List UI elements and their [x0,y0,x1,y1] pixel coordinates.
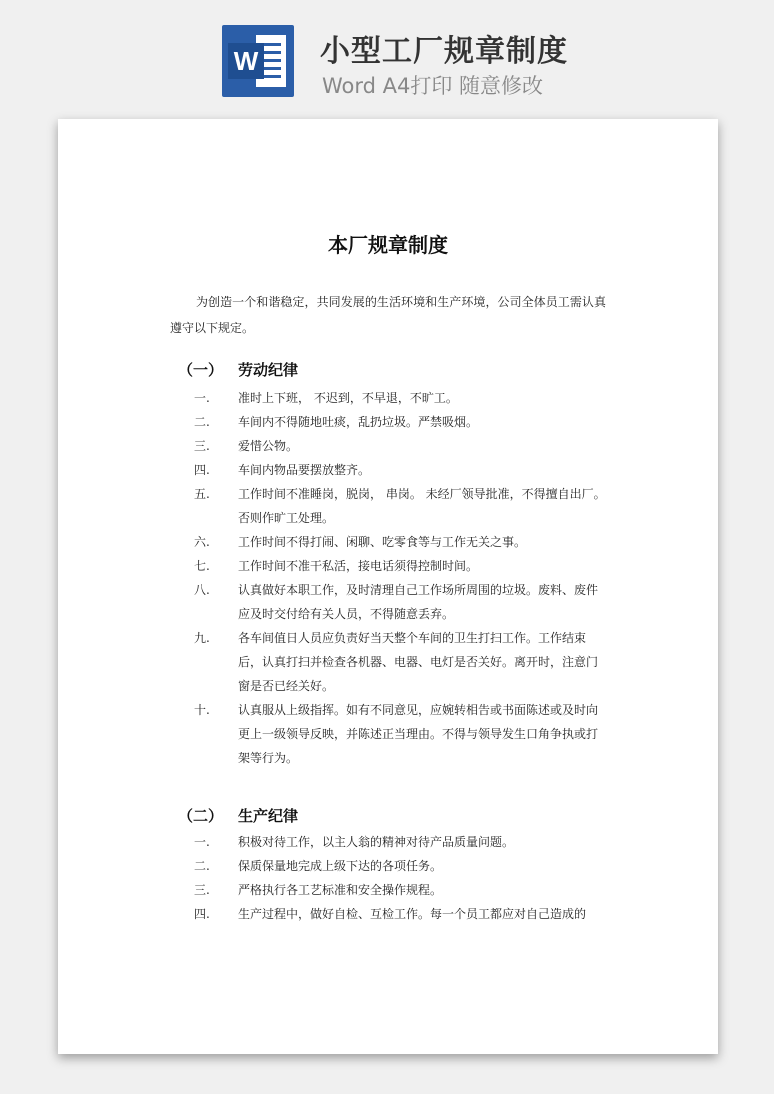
item-number: 三. [194,883,210,897]
section-number: （一） [178,361,224,379]
page-subtitle: Word A4打印 随意修改 [322,74,544,98]
item-text: 认真做好本职工作，及时清理自己工作场所周围的垃圾。废料、废件应及时交付给有关人员，不得随意丢弃。 [238,583,599,621]
item-number: 二. [194,415,210,429]
list-item [188,578,608,626]
list-item [188,854,608,878]
list-item [188,410,608,434]
list-item [188,554,608,578]
item-number: 四. [194,907,210,921]
item-text: 认真服从上级指挥。如有不同意见，应婉转相告或书面陈述或及时向更上一级领导反映，并陈述正当理由。不得与领导发生口角争执或打架等行为。 [238,703,599,765]
item-number: 三. [194,439,210,453]
page-title: 小型工厂规章制度 [320,34,568,69]
list-item [188,482,608,530]
item-number: 一. [194,835,210,849]
list-item [188,902,608,926]
document-page [58,119,718,1054]
item-text: 工作时间不得打闹、闲聊、吃零食等与工作无关之事。 [238,535,527,549]
section-title: 劳动纪律 [238,361,299,379]
list-item [188,830,608,854]
item-number: 九. [194,631,210,645]
header [0,0,774,110]
item-text: 保质保量地完成上级下达的各项任务。 [238,859,443,873]
list-item [188,434,608,458]
item-number: 十. [194,703,210,717]
item-text: 各车间值日人员应负责好当天整个车间的卫生打扫工作。工作结束后，认真打扫并检查各机器、电器、电灯是否关好。离开时，注意门窗是否已经关好。 [238,631,599,693]
item-number: 五. [194,487,210,501]
item-text: 准时上下班， 不迟到，不早退，不旷工。 [238,391,458,405]
list-item [188,458,608,482]
word-letter: W [228,43,264,79]
item-text: 工作时间不准干私活，接电话须得控制时间。 [238,559,479,573]
item-number: 二. [194,859,210,873]
item-number: 七. [194,559,210,573]
item-text: 工作时间不准睡岗，脱岗， 串岗。 未经厂领导批准，不得擅自出厂。否则作旷工处理。 [238,487,606,525]
word-logo-icon [222,25,294,97]
item-number: 八. [194,583,210,597]
section-heading-1 [178,359,298,380]
list-item [188,698,608,770]
list-item [188,878,608,902]
list-item [188,626,608,698]
item-text: 生产过程中，做好自检、互检工作。每一个员工都应对自己造成的 [238,907,587,921]
item-text: 积极对待工作，以主人翁的精神对待产品质量问题。 [238,835,515,849]
list-item [188,386,608,410]
section-list-1 [188,386,608,770]
item-number: 一. [194,391,210,405]
item-text: 爱惜公物。 [238,439,299,453]
section-list-2 [188,830,608,926]
section-title: 生产纪律 [238,807,299,825]
list-item [188,530,608,554]
document-title: 本厂规章制度 [328,233,448,257]
item-number: 六. [194,535,210,549]
section-heading-2 [178,805,298,826]
item-text: 车间内物品要摆放整齐。 [238,463,371,477]
section-number: （二） [178,807,224,825]
item-number: 四. [194,463,210,477]
item-text: 车间内不得随地吐痰，乱扔垃圾。严禁吸烟。 [238,415,479,429]
item-text: 严格执行各工艺标准和安全操作规程。 [238,883,443,897]
intro-paragraph: 为创造一个和谐稳定，共同发展的生活环境和生产环境，公司全体员工需认真遵守以下规定。 [170,295,606,335]
